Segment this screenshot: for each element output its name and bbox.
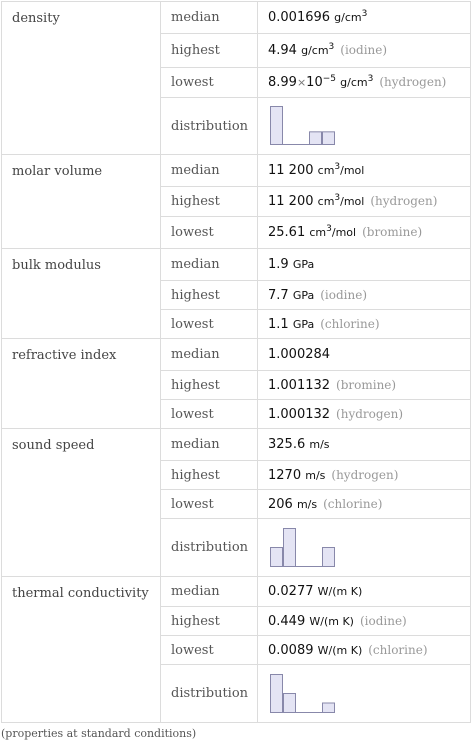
row-label-distribution: distribution [161, 665, 258, 723]
distribution-thermal-conductivity [258, 665, 471, 723]
histogram-bar [323, 703, 335, 713]
value-refractive-index-median: 1.000284 [258, 339, 471, 371]
value-thermal-conductivity-highest: 0.449 W/(m K) (iodine) [258, 607, 471, 636]
value-sound-speed-lowest: 206 m/s (chlorine) [258, 490, 471, 519]
distribution-density [258, 98, 471, 155]
value-bulk-modulus-highest: 7.7 GPa (iodine) [258, 281, 471, 310]
row-label-highest: highest [161, 461, 258, 490]
value-sound-speed-highest: 1270 m/s (hydrogen) [258, 461, 471, 490]
value-thermal-conductivity-median: 0.0277 W/(m K) [258, 577, 471, 607]
histogram-sound-speed [268, 526, 348, 570]
row-label-lowest: lowest [161, 310, 258, 339]
histogram-thermal-conductivity [268, 672, 348, 716]
row-label-median: median [161, 577, 258, 607]
row-label-median: median [161, 429, 258, 461]
histogram-density [268, 104, 348, 148]
value-molar-volume-highest: 11 200 $cm^3$/mol (hydrogen) [258, 187, 471, 217]
value-molar-volume-median: 11 200 $cm^3$/mol [258, 155, 471, 187]
properties-table [1, 1, 471, 723]
property-sound-speed: sound speed [2, 429, 161, 577]
property-thermal-conductivity: thermal conductivity [2, 577, 161, 723]
row-label-median: median [161, 155, 258, 187]
value-density-median: 0.001696 $g/cm^3$ [258, 2, 471, 34]
value-bulk-modulus-lowest: 1.1 GPa (chlorine) [258, 310, 471, 339]
value-bulk-modulus-median: 1.9 GPa [258, 249, 471, 281]
histogram-bar [271, 107, 283, 145]
value-sound-speed-median: 325.6 m/s [258, 429, 471, 461]
footer-note: (properties at standard conditions) [1, 727, 197, 740]
row-label-highest: highest [161, 607, 258, 636]
histogram-bar [323, 132, 335, 145]
row-label-lowest: lowest [161, 400, 258, 429]
value-density-lowest: $8.99\times 10^{-5}$ $g/cm^3$ (hydrogen) [258, 68, 471, 98]
histogram-bar [284, 528, 296, 566]
row-label-highest: highest [161, 187, 258, 217]
histogram-bar [271, 547, 283, 566]
property-refractive-index: refractive index [2, 339, 161, 429]
row-label-median: median [161, 2, 258, 34]
property-density: density [2, 2, 161, 155]
row-label-highest: highest [161, 281, 258, 310]
value-molar-volume-lowest: 25.61 $cm^3$/mol (bromine) [258, 217, 471, 249]
value-refractive-index-highest: 1.001132 (bromine) [258, 371, 471, 400]
row-label-median: median [161, 249, 258, 281]
row-label-highest: highest [161, 371, 258, 400]
distribution-sound-speed [258, 519, 471, 577]
histogram-bar [271, 674, 283, 712]
row-label-distribution: distribution [161, 98, 258, 155]
property-bulk-modulus: bulk modulus [2, 249, 161, 339]
value-refractive-index-lowest: 1.000132 (hydrogen) [258, 400, 471, 429]
row-label-lowest: lowest [161, 68, 258, 98]
row-label-median: median [161, 339, 258, 371]
value-thermal-conductivity-lowest: 0.0089 W/(m K) (chlorine) [258, 636, 471, 665]
row-label-lowest: lowest [161, 217, 258, 249]
histogram-bar [323, 547, 335, 566]
row-label-highest: highest [161, 34, 258, 68]
row-label-lowest: lowest [161, 490, 258, 519]
row-label-distribution: distribution [161, 519, 258, 577]
row-label-lowest: lowest [161, 636, 258, 665]
histogram-bar [284, 693, 296, 712]
histogram-bar [310, 132, 322, 145]
value-density-highest: 4.94 $g/cm^3$ (iodine) [258, 34, 471, 68]
property-molar-volume: molar volume [2, 155, 161, 249]
